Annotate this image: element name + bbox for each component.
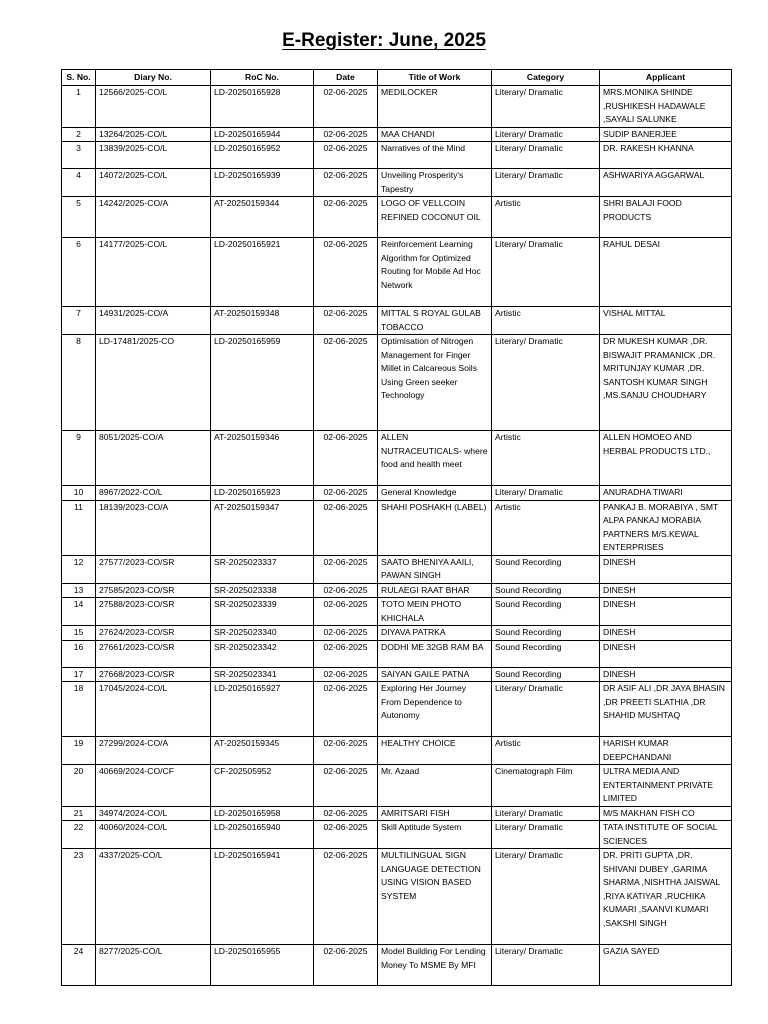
- cell-roc-no: SR-2025023341: [211, 667, 314, 682]
- cell-date: 02-06-2025: [314, 626, 378, 641]
- table-row: [62, 500, 732, 555]
- cell-applicant: DINESH: [600, 598, 732, 626]
- cell-category: Literary/ Dramatic: [492, 238, 600, 307]
- table-row: [62, 86, 732, 128]
- cell-diary-no: 27577/2023-CO/SR: [96, 555, 211, 583]
- cell-title-of-work: ALLEN NUTRACEUTICALS- where food and health meet: [378, 431, 492, 486]
- cell-applicant: DR MUKESH KUMAR ,DR. BISWAJIT PRAMANICK ,DR. MRITUNJAY KUMAR ,DR. SANTOSH KUMAR SINGH ,MS.SANJU CHOUDHARY: [600, 335, 732, 431]
- cell-category: Literary/ Dramatic: [492, 335, 600, 431]
- cell-date: 02-06-2025: [314, 238, 378, 307]
- table-row: [62, 806, 732, 821]
- cell-diary-no: 8051/2025-CO/A: [96, 431, 211, 486]
- cell-date: 02-06-2025: [314, 737, 378, 765]
- cell-applicant: RAHUL DESAI: [600, 238, 732, 307]
- cell-roc-no: SR-2025023337: [211, 555, 314, 583]
- cell-category: Literary/ Dramatic: [492, 486, 600, 501]
- cell-sno: 21: [62, 806, 96, 821]
- cell-applicant: DINESH: [600, 583, 732, 598]
- cell-date: 02-06-2025: [314, 598, 378, 626]
- table-row: [62, 849, 732, 945]
- table-row: [62, 821, 732, 849]
- cell-category: Sound Recording: [492, 640, 600, 667]
- cell-date: 02-06-2025: [314, 197, 378, 238]
- cell-sno: 6: [62, 238, 96, 307]
- cell-title-of-work: DODHI ME 32GB RAM BA: [378, 640, 492, 667]
- cell-category: Literary/ Dramatic: [492, 821, 600, 849]
- cell-sno: 20: [62, 765, 96, 807]
- table-row: [62, 486, 732, 501]
- cell-date: 02-06-2025: [314, 431, 378, 486]
- cell-category: Sound Recording: [492, 598, 600, 626]
- cell-applicant: GAZIA SAYED: [600, 945, 732, 986]
- cell-applicant: TATA INSTITUTE OF SOCIAL SCIENCES: [600, 821, 732, 849]
- cell-category: Literary/ Dramatic: [492, 127, 600, 142]
- cell-sno: 12: [62, 555, 96, 583]
- cell-applicant: DINESH: [600, 555, 732, 583]
- cell-category: Literary/ Dramatic: [492, 169, 600, 197]
- cell-diary-no: 14242/2025-CO/A: [96, 197, 211, 238]
- cell-diary-no: 27624/2023-CO/SR: [96, 626, 211, 641]
- col-header-date: Date: [314, 70, 378, 86]
- table-row: [62, 598, 732, 626]
- cell-date: 02-06-2025: [314, 821, 378, 849]
- cell-sno: 22: [62, 821, 96, 849]
- cell-date: 02-06-2025: [314, 127, 378, 142]
- col-header-category: Category: [492, 70, 600, 86]
- cell-diary-no: 12566/2025-CO/L: [96, 86, 211, 128]
- cell-roc-no: SR-2025023339: [211, 598, 314, 626]
- cell-title-of-work: MAA CHANDI: [378, 127, 492, 142]
- cell-applicant: DR. RAKESH KHANNA: [600, 142, 732, 169]
- cell-title-of-work: Reinforcement Learning Algorithm for Optimized Routing for Mobile Ad Hoc Network: [378, 238, 492, 307]
- cell-applicant: VISHAL MITTAL: [600, 307, 732, 335]
- cell-roc-no: LD-20250165959: [211, 335, 314, 431]
- cell-roc-no: SR-2025023338: [211, 583, 314, 598]
- cell-sno: 5: [62, 197, 96, 238]
- cell-sno: 8: [62, 335, 96, 431]
- cell-category: Literary/ Dramatic: [492, 806, 600, 821]
- cell-title-of-work: Mr. Azaad: [378, 765, 492, 807]
- cell-title-of-work: DIYAVA PATRKA: [378, 626, 492, 641]
- cell-title-of-work: HEALTHY CHOICE: [378, 737, 492, 765]
- cell-category: Sound Recording: [492, 667, 600, 682]
- cell-title-of-work: Model Building For Lending Money To MSME By MFI: [378, 945, 492, 986]
- cell-applicant: M/S MAKHAN FISH CO: [600, 806, 732, 821]
- cell-sno: 19: [62, 737, 96, 765]
- table-row: [62, 307, 732, 335]
- table-row: [62, 765, 732, 807]
- table-row: [62, 682, 732, 737]
- cell-title-of-work: TOTO MEIN PHOTO KHICHALA: [378, 598, 492, 626]
- col-header-diary-no: Diary No.: [96, 70, 211, 86]
- register-table: [61, 69, 732, 986]
- cell-roc-no: LD-20250165955: [211, 945, 314, 986]
- table-row: [62, 737, 732, 765]
- cell-title-of-work: Narratives of the Mind: [378, 142, 492, 169]
- cell-category: Literary/ Dramatic: [492, 849, 600, 945]
- cell-applicant: ANURADHA TIWARI: [600, 486, 732, 501]
- col-header-roc-no: RoC No.: [211, 70, 314, 86]
- cell-roc-no: AT-20250159344: [211, 197, 314, 238]
- cell-diary-no: 14072/2025-CO/L: [96, 169, 211, 197]
- cell-category: Sound Recording: [492, 626, 600, 641]
- cell-date: 02-06-2025: [314, 945, 378, 986]
- cell-category: Literary/ Dramatic: [492, 682, 600, 737]
- cell-sno: 9: [62, 431, 96, 486]
- table-row: [62, 555, 732, 583]
- cell-diary-no: 13839/2025-CO/L: [96, 142, 211, 169]
- cell-roc-no: SR-2025023342: [211, 640, 314, 667]
- cell-date: 02-06-2025: [314, 86, 378, 128]
- col-header-sno: S. No.: [62, 70, 96, 86]
- cell-roc-no: LD-20250165939: [211, 169, 314, 197]
- cell-roc-no: CF-202505952: [211, 765, 314, 807]
- cell-applicant: HARISH KUMAR DEEPCHANDANI: [600, 737, 732, 765]
- cell-date: 02-06-2025: [314, 500, 378, 555]
- cell-sno: 2: [62, 127, 96, 142]
- cell-applicant: ULTRA MEDIA AND ENTERTAINMENT PRIVATE LIMITED: [600, 765, 732, 807]
- cell-date: 02-06-2025: [314, 335, 378, 431]
- cell-date: 02-06-2025: [314, 583, 378, 598]
- cell-title-of-work: SAATO BHENIYA AAILI, PAWAN SINGH: [378, 555, 492, 583]
- cell-applicant: SHRI BALAJI FOOD PRODUCTS: [600, 197, 732, 238]
- cell-diary-no: 14931/2025-CO/A: [96, 307, 211, 335]
- cell-diary-no: 8967/2022-CO/L: [96, 486, 211, 501]
- cell-date: 02-06-2025: [314, 555, 378, 583]
- cell-diary-no: 18139/2023-CO/A: [96, 500, 211, 555]
- cell-category: Literary/ Dramatic: [492, 945, 600, 986]
- cell-diary-no: 27588/2023-CO/SR: [96, 598, 211, 626]
- cell-roc-no: LD-20250165923: [211, 486, 314, 501]
- cell-diary-no: 27661/2023-CO/SR: [96, 640, 211, 667]
- cell-category: Sound Recording: [492, 555, 600, 583]
- cell-sno: 18: [62, 682, 96, 737]
- cell-sno: 23: [62, 849, 96, 945]
- cell-sno: 16: [62, 640, 96, 667]
- cell-applicant: DINESH: [600, 640, 732, 667]
- cell-sno: 4: [62, 169, 96, 197]
- cell-sno: 24: [62, 945, 96, 986]
- table-row: [62, 197, 732, 238]
- cell-sno: 7: [62, 307, 96, 335]
- cell-roc-no: AT-20250159345: [211, 737, 314, 765]
- cell-sno: 14: [62, 598, 96, 626]
- cell-category: Literary/ Dramatic: [492, 142, 600, 169]
- cell-title-of-work: SAIYAN GAILE PATNA: [378, 667, 492, 682]
- cell-roc-no: AT-20250159348: [211, 307, 314, 335]
- table-row: [62, 169, 732, 197]
- cell-diary-no: 40060/2024-CO/L: [96, 821, 211, 849]
- table-row: [62, 667, 732, 682]
- page-title: E-Register: June, 2025: [282, 30, 486, 51]
- cell-sno: 17: [62, 667, 96, 682]
- cell-diary-no: 27585/2023-CO/SR: [96, 583, 211, 598]
- cell-date: 02-06-2025: [314, 142, 378, 169]
- cell-applicant: ALLEN HOMOEO AND HERBAL PRODUCTS LTD.,: [600, 431, 732, 486]
- cell-applicant: MRS.MONIKA SHINDE ,RUSHIKESH HADAWALE ,SAYALI SALUNKE: [600, 86, 732, 128]
- cell-diary-no: 14177/2025-CO/L: [96, 238, 211, 307]
- cell-title-of-work: MEDILOCKER: [378, 86, 492, 128]
- table-row: [62, 640, 732, 667]
- cell-roc-no: LD-20250165941: [211, 849, 314, 945]
- cell-diary-no: 27668/2023-CO/SR: [96, 667, 211, 682]
- cell-title-of-work: MITTAL S ROYAL GULAB TOBACCO: [378, 307, 492, 335]
- table-row: [62, 238, 732, 307]
- cell-diary-no: 4337/2025-CO/L: [96, 849, 211, 945]
- cell-diary-no: 40669/2024-CO/CF: [96, 765, 211, 807]
- cell-diary-no: 17045/2024-CO/L: [96, 682, 211, 737]
- cell-sno: 13: [62, 583, 96, 598]
- cell-applicant: ASHWARIYA AGGARWAL: [600, 169, 732, 197]
- cell-roc-no: AT-20250159347: [211, 500, 314, 555]
- cell-diary-no: 27299/2024-CO/A: [96, 737, 211, 765]
- cell-category: Artistic: [492, 737, 600, 765]
- cell-diary-no: 34974/2024-CO/L: [96, 806, 211, 821]
- cell-roc-no: LD-20250165928: [211, 86, 314, 128]
- cell-title-of-work: LOGO OF VELLCOIN REFINED COCONUT OIL: [378, 197, 492, 238]
- cell-title-of-work: General Knowledge: [378, 486, 492, 501]
- cell-title-of-work: Exploring Her Journey From Dependence to Autonomy: [378, 682, 492, 737]
- cell-applicant: PANKAJ B. MORABIYA , SMT ALPA PANKAJ MORABIA PARTNERS M/S.KEWAL ENTERPRISES: [600, 500, 732, 555]
- cell-title-of-work: MULTILINGUAL SIGN LANGUAGE DETECTION USING VISION BASED SYSTEM: [378, 849, 492, 945]
- cell-sno: 11: [62, 500, 96, 555]
- cell-title-of-work: Skill Aptitude System: [378, 821, 492, 849]
- table-row: [62, 142, 732, 169]
- cell-title-of-work: RULAEGI RAAT BHAR: [378, 583, 492, 598]
- cell-date: 02-06-2025: [314, 667, 378, 682]
- cell-category: Literary/ Dramatic: [492, 86, 600, 128]
- table-row: [62, 626, 732, 641]
- cell-title-of-work: AMRITSARI FISH: [378, 806, 492, 821]
- cell-roc-no: LD-20250165958: [211, 806, 314, 821]
- cell-roc-no: SR-2025023340: [211, 626, 314, 641]
- cell-diary-no: 13264/2025-CO/L: [96, 127, 211, 142]
- table-row: [62, 945, 732, 986]
- cell-roc-no: LD-20250165921: [211, 238, 314, 307]
- cell-category: Artistic: [492, 307, 600, 335]
- header-row: [62, 70, 732, 86]
- col-header-applicant: Applicant: [600, 70, 732, 86]
- cell-date: 02-06-2025: [314, 169, 378, 197]
- cell-applicant: DR. PRITI GUPTA ,DR. SHIVANI DUBEY ,GARIMA SHARMA ,NISHTHA JAISWAL ,RIYA KATIYAR ,RUCHIKA KUMARI ,SAANVI KUMARI ,SAKSHI SINGH: [600, 849, 732, 945]
- cell-roc-no: LD-20250165940: [211, 821, 314, 849]
- table-row: [62, 335, 732, 431]
- cell-sno: 3: [62, 142, 96, 169]
- cell-date: 02-06-2025: [314, 682, 378, 737]
- cell-date: 02-06-2025: [314, 765, 378, 807]
- cell-category: Artistic: [492, 431, 600, 486]
- cell-applicant: SUDIP BANERJEE: [600, 127, 732, 142]
- cell-date: 02-06-2025: [314, 806, 378, 821]
- cell-sno: 10: [62, 486, 96, 501]
- table-row: [62, 127, 732, 142]
- cell-roc-no: LD-20250165927: [211, 682, 314, 737]
- cell-title-of-work: SHAHI POSHAKH (LABEL): [378, 500, 492, 555]
- cell-sno: 1: [62, 86, 96, 128]
- cell-category: Cinematograph Film: [492, 765, 600, 807]
- cell-date: 02-06-2025: [314, 849, 378, 945]
- cell-date: 02-06-2025: [314, 486, 378, 501]
- cell-category: Artistic: [492, 197, 600, 238]
- cell-sno: 15: [62, 626, 96, 641]
- cell-diary-no: LD-17481/2025-CO: [96, 335, 211, 431]
- col-header-title-of-work: Title of Work: [378, 70, 492, 86]
- table-row: [62, 431, 732, 486]
- cell-roc-no: LD-20250165952: [211, 142, 314, 169]
- cell-roc-no: LD-20250165944: [211, 127, 314, 142]
- cell-category: Sound Recording: [492, 583, 600, 598]
- cell-title-of-work: Unveiling Prosperity's Tapestry: [378, 169, 492, 197]
- cell-roc-no: AT-20250159346: [211, 431, 314, 486]
- table-row: [62, 583, 732, 598]
- cell-applicant: DR ASIF ALI ,DR JAYA BHASIN ,DR PREETI SLATHIA ,DR SHAHID MUSHTAQ: [600, 682, 732, 737]
- cell-date: 02-06-2025: [314, 640, 378, 667]
- cell-diary-no: 8277/2025-CO/L: [96, 945, 211, 986]
- cell-applicant: DINESH: [600, 626, 732, 641]
- cell-title-of-work: Optimisation of Nitrogen Management for Finger Millet in Calcareous Soils Using Green seeker Technology: [378, 335, 492, 431]
- cell-applicant: DINESH: [600, 667, 732, 682]
- cell-date: 02-06-2025: [314, 307, 378, 335]
- cell-category: Artistic: [492, 500, 600, 555]
